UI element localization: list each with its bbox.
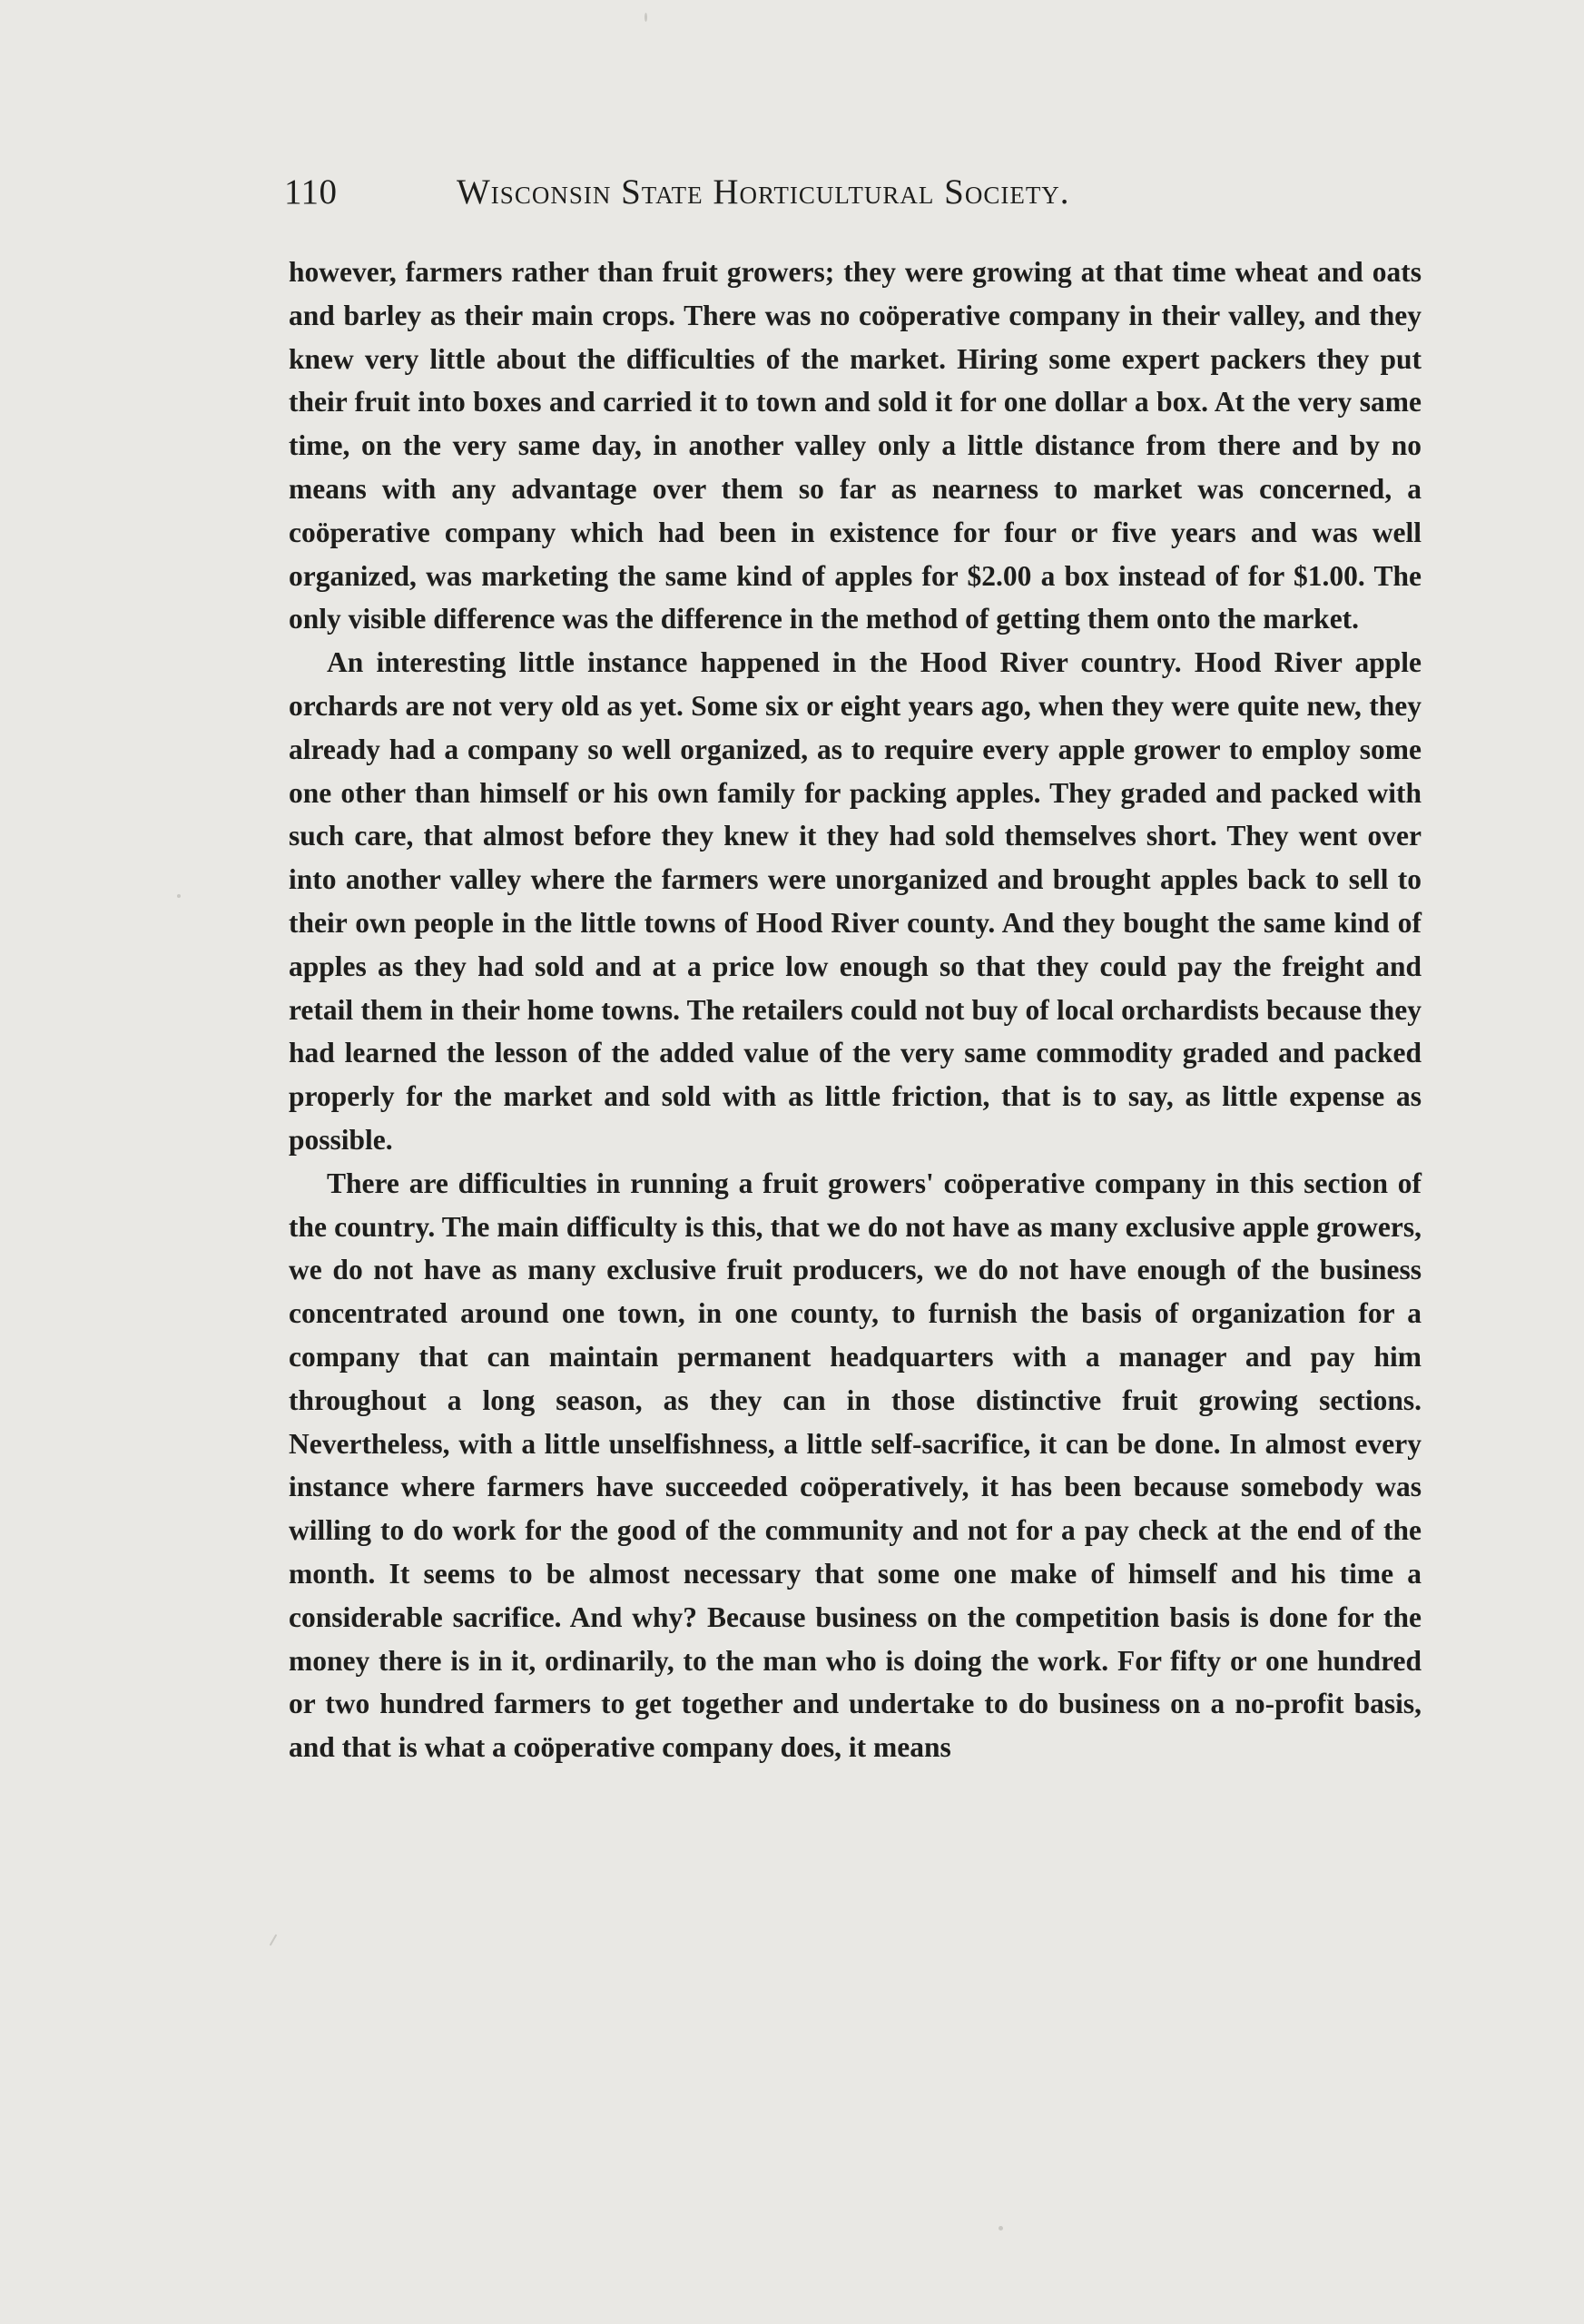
page-number: 110 bbox=[284, 172, 338, 212]
running-head-title: Wisconsin State Horticultural Society. bbox=[457, 172, 1070, 212]
paper-speck bbox=[999, 2226, 1003, 2230]
paragraph-1: however, farmers rather than fruit growers; they were growing at that time wheat and oats and barley as their main crops. There was no coöperative company in their valley, and they knew very little about the difficulties of the market. Hiring some expert packers they put their fruit into boxes and carried it to town and sold it for one dollar a box. At the very same time, on the very same day, in another valley only a little distance from there and by no means with any advantage over them so far as nearness to market was concerned, a coöperative company which had been in existence for four or five years and was well organized, was marketing the same kind of apples for $2.00 a box instead of for $1.00. The only visible difference was the difference in the method of getting them onto the market. bbox=[289, 256, 1422, 635]
paper-speck bbox=[177, 894, 181, 898]
body-text bbox=[289, 251, 1422, 1769]
paper-speck bbox=[644, 13, 647, 22]
paragraph-3: There are difficulties in running a fruit growers' coöperative company in this section of the country. The main difficulty is this, that we do not have as many exclusive apple growers, we do not have as many exclusive fruit producers, we do not have enough of the business concentrated around one town, in one county, to furnish the basis of organization for a company that can maintain permanent headquarters with a manager and pay him throughout a long season, as they can in those distinctive fruit growing sections. Nevertheless, with a little unselfishness, a little self-sacrifice, it can be done. In almost every instance where farmers have succeeded coöperatively, it has been because somebody was willing to do work for the good of the community and not for a pay check at the end of the month. It seems to be almost necessary that some one make of himself and his time a considerable sacrifice. And why? Because business on the competition basis is done for the money there is in it, ordinarily, to the man who is doing the work. For fifty or one hundred or two hundred farmers to get together and undertake to do business on a no-profit basis, and that is what a coöperative company does, it means bbox=[289, 1167, 1422, 1764]
paragraph-2: An interesting little instance happened in the Hood River country. Hood River apple orchards are not very old as yet. Some six or eight years ago, when they were quite new, they already had a company so well organized, as to require every apple grower to employ some one other than himself or his own family for packing apples. They graded and packed with such care, that almost before they knew it they had sold themselves short. They went over into another valley where the farmers were unorganized and brought apples back to sell to their own people in the little towns of Hood River county. And they bought the same kind of apples as they had sold and at a price low enough so that they could pay the freight and retail them in their home towns. The retailers could not buy of local orchardists because they had learned the lesson of the added value of the very same commodity graded and packed properly for the market and sold with as little friction, that is to say, as little expense as possible. bbox=[289, 646, 1422, 1156]
paper-speck bbox=[270, 1934, 278, 1945]
running-head bbox=[284, 165, 1237, 220]
